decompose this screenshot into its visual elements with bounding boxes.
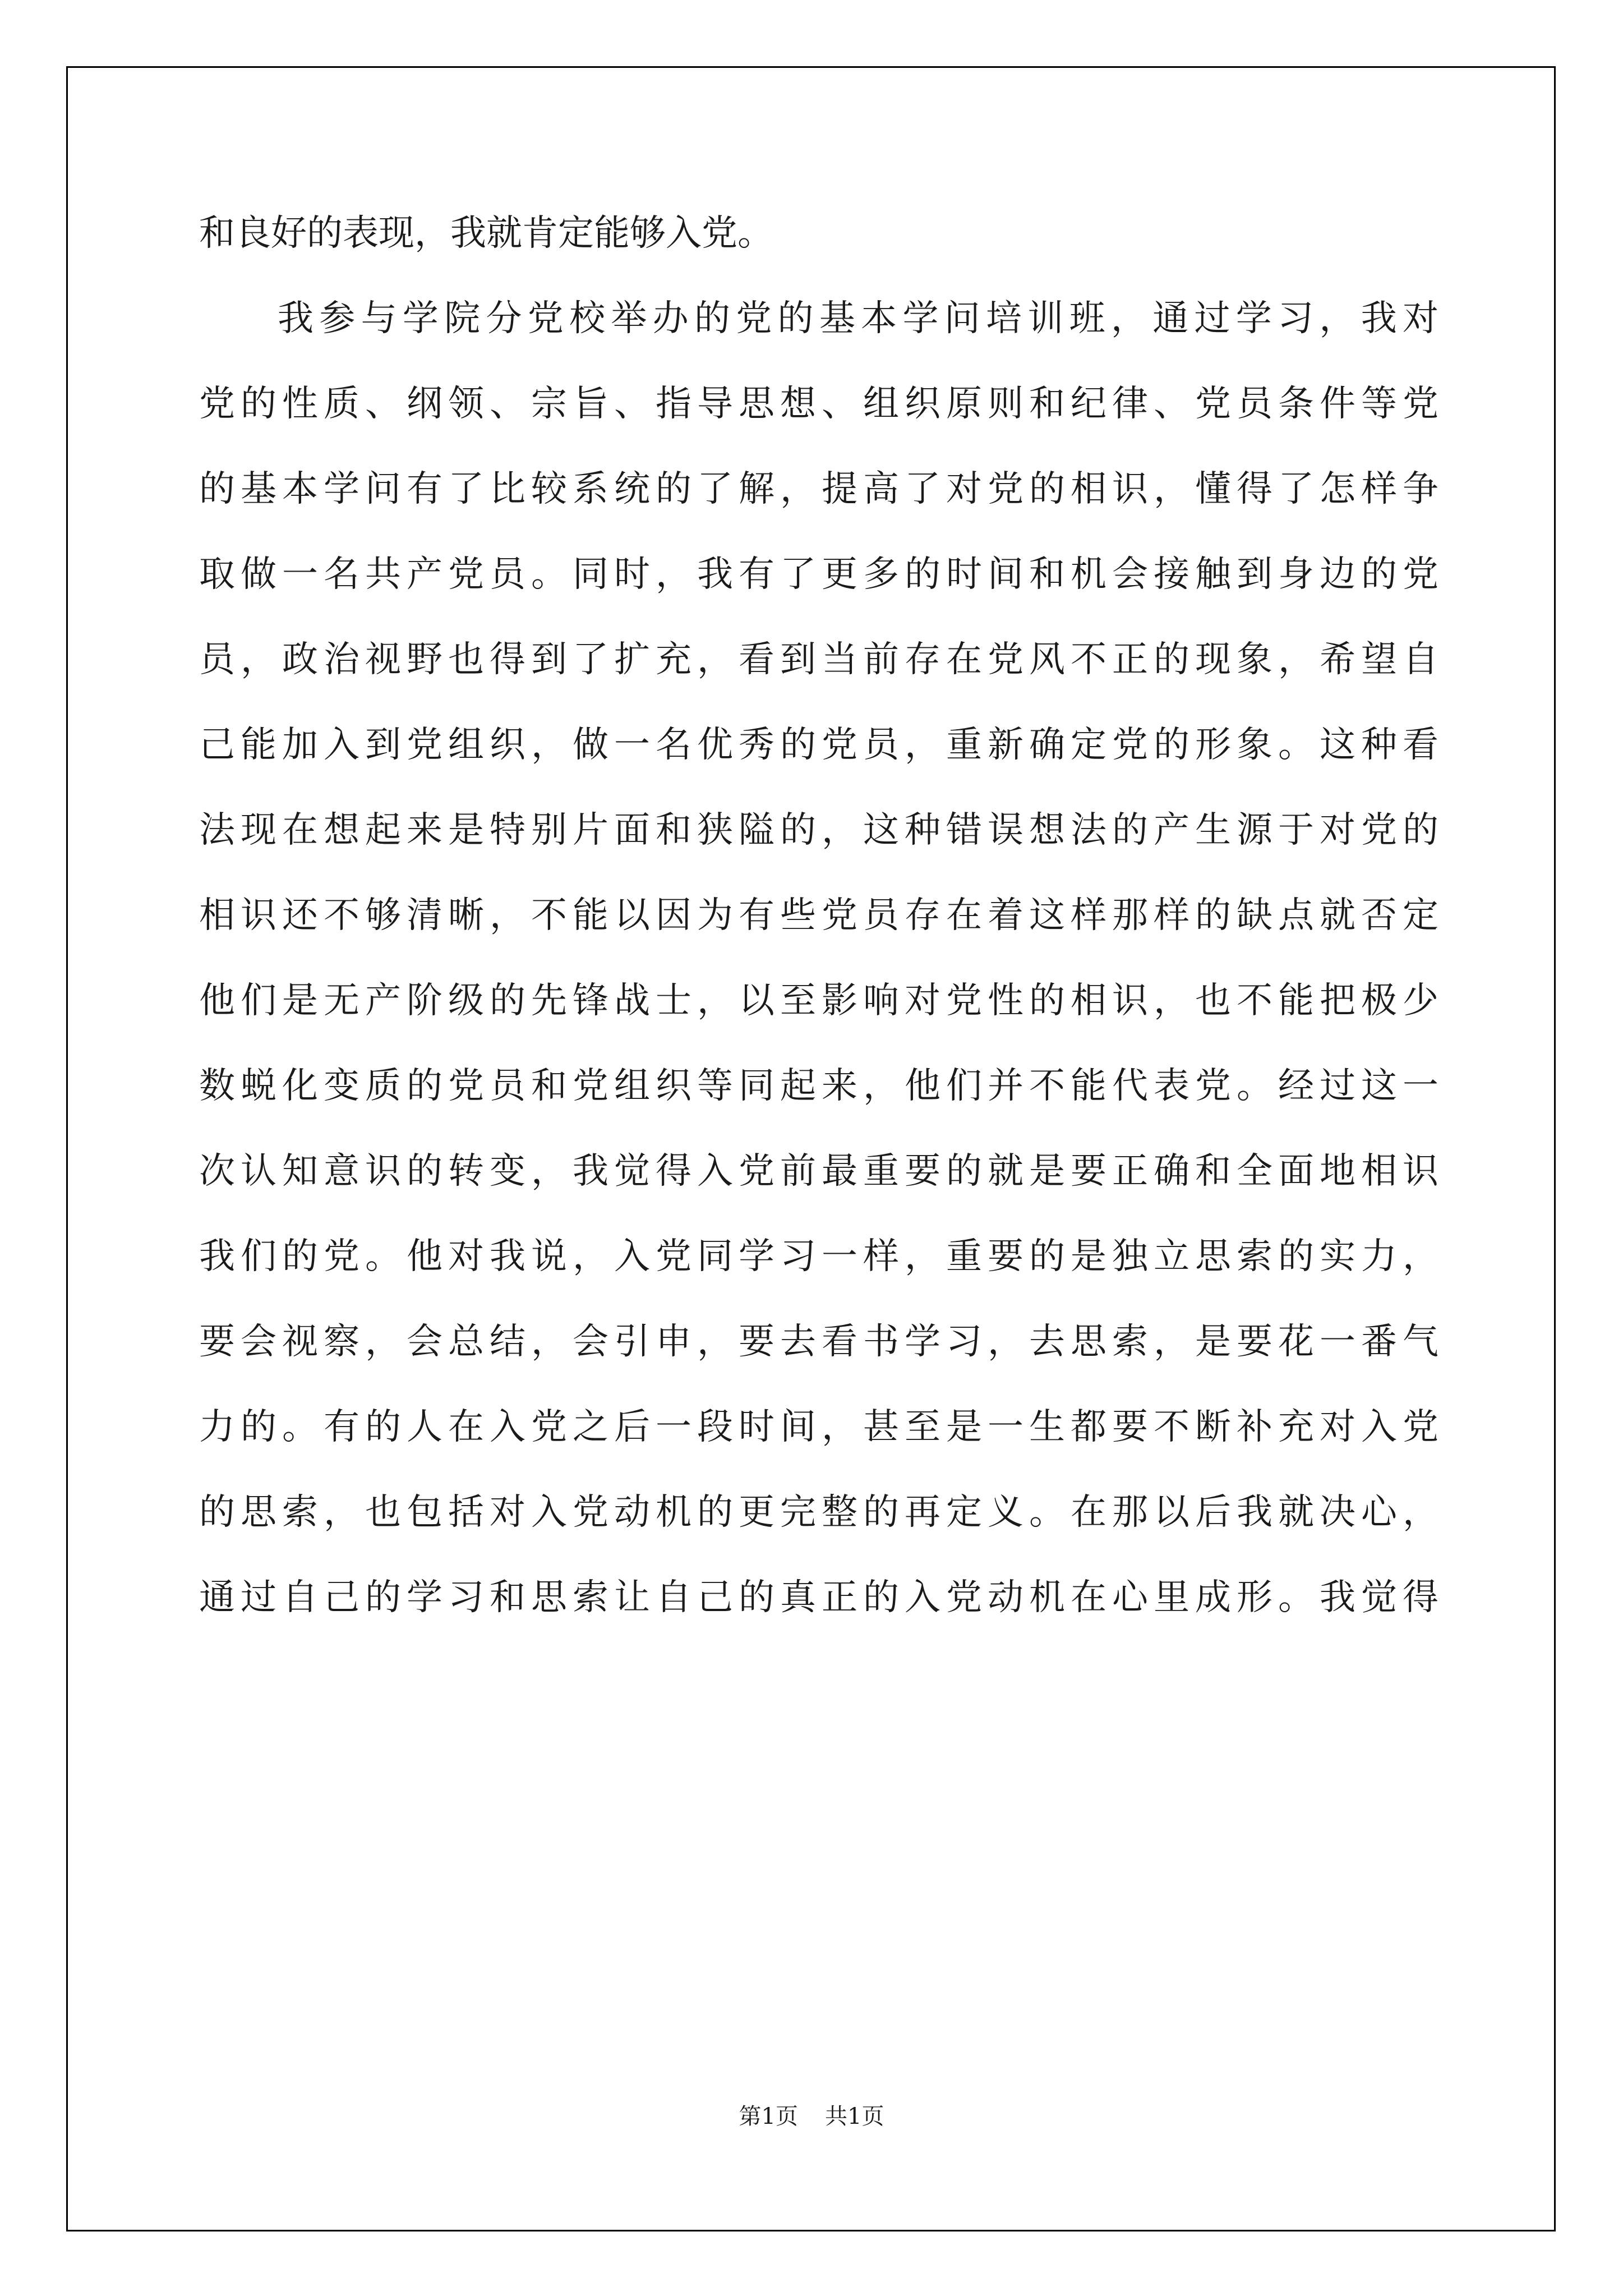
page-footer (0, 2101, 1623, 2132)
page-number: 第1页 (739, 2104, 798, 2129)
text-line-4: 的基本学问有了比较系统的了解，提高了对党的相识，懂得了怎样争 (199, 468, 1438, 510)
text-line-14: 要会视察，会总结，会引申，要去看书学习，去思索，是要花一番气 (199, 1321, 1438, 1363)
text-line-2: 我参与学院分党校举办的党的基本学问培训班，通过学习，我对 (278, 298, 1438, 339)
text-line-5: 取做一名共产党员。同时，我有了更多的时间和机会接触到身边的党 (199, 554, 1438, 595)
text-line-15: 力的。有的人在入党之后一段时间，甚至是一生都要不断补充对入党 (199, 1406, 1438, 1448)
text-line-1: 和良好的表现，我就肯定能够入党。 (199, 213, 773, 254)
text-line-10: 他们是无产阶级的先锋战士，以至影响对党性的相识，也不能把极少 (199, 980, 1438, 1022)
text-line-17: 通过自己的学习和思索让自己的真正的入党动机在心里成形。我觉得 (199, 1577, 1438, 1618)
document-body (199, 191, 1438, 1640)
page-total: 共1页 (825, 2104, 884, 2129)
text-line-3: 党的性质、纲领、宗旨、指导思想、组织原则和纪律、党员条件等党 (199, 383, 1438, 425)
text-line-7: 己能加入到党组织，做一名优秀的党员，重新确定党的形象。这种看 (199, 724, 1438, 766)
text-line-12: 次认知意识的转变，我觉得入党前最重要的就是要正确和全面地相识 (199, 1151, 1438, 1192)
text-line-13: 我们的党。他对我说，入党同学习一样，重要的是独立思索的实力， (199, 1236, 1438, 1277)
text-line-6: 员，政治视野也得到了扩充，看到当前存在党风不正的现象，希望自 (199, 639, 1438, 680)
text-line-9: 相识还不够清晰，不能以因为有些党员存在着这样那样的缺点就否定 (199, 895, 1438, 936)
text-line-11: 数蜕化变质的党员和党组织等同起来，他们并不能代表党。经过这一 (199, 1065, 1438, 1107)
text-line-8: 法现在想起来是特别片面和狭隘的，这种错误想法的产生源于对党的 (199, 809, 1438, 851)
text-line-16: 的思索，也包括对入党动机的更完整的再定义。在那以后我就决心， (199, 1492, 1438, 1533)
